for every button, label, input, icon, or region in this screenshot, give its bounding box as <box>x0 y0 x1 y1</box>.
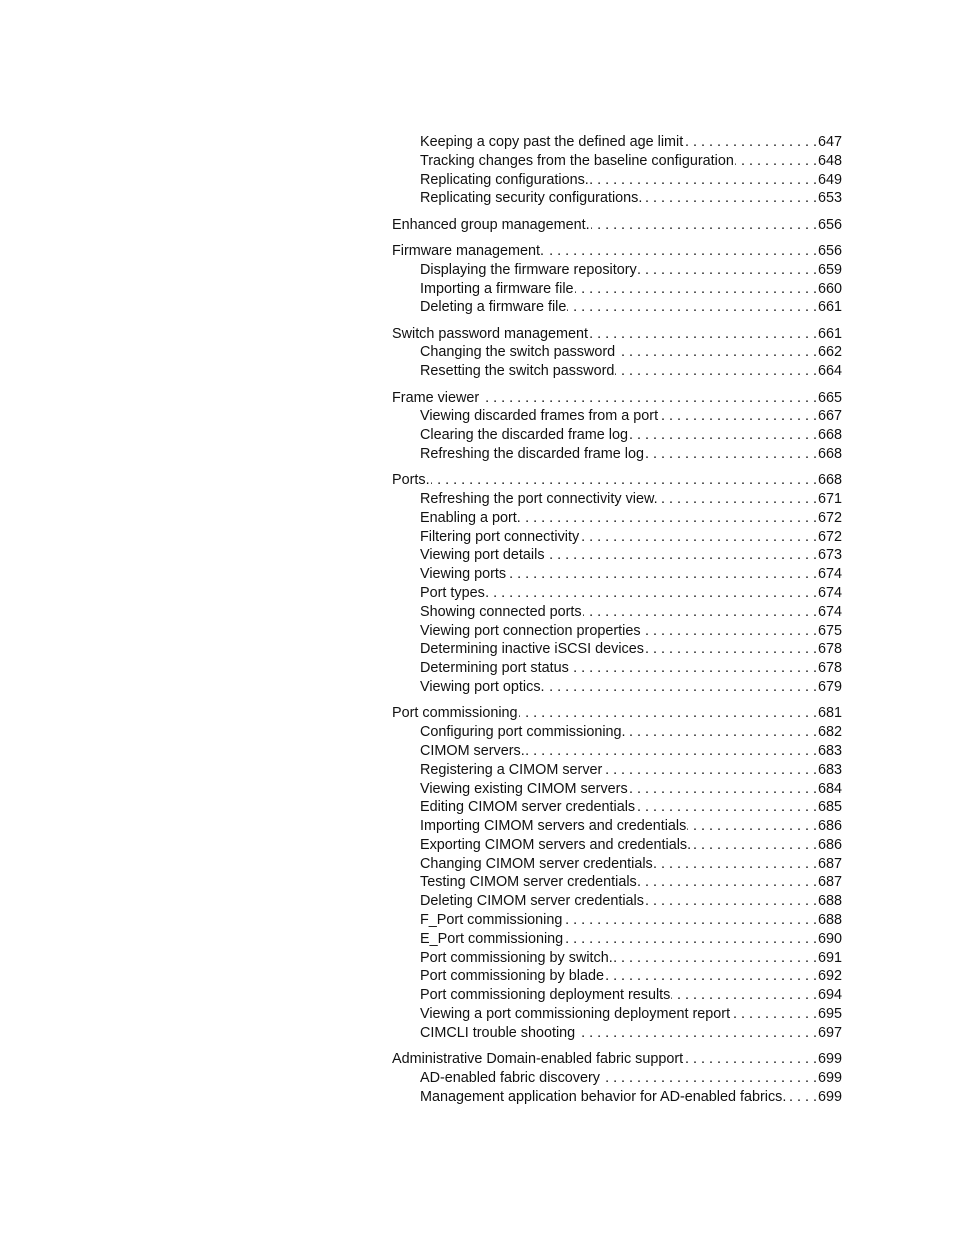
toc-entry-page-number: 649 <box>817 171 842 188</box>
dot-leader <box>616 343 817 362</box>
toc-entry-page-number: 668 <box>817 472 842 489</box>
toc-entry-page-number: 668 <box>817 427 842 444</box>
dot-leader <box>601 1069 817 1088</box>
toc-entry-title: Keeping a copy past the defined age limit <box>420 134 684 150</box>
toc-entry-page-number: 690 <box>817 930 842 947</box>
dot-leader <box>684 1050 817 1069</box>
toc-subentry[interactable] <box>392 817 842 836</box>
toc-entry-page-number: 699 <box>817 1069 842 1086</box>
dot-leader <box>567 298 817 317</box>
toc-entry-page-number: 684 <box>817 780 842 797</box>
toc-subentry[interactable] <box>392 546 842 565</box>
toc-entry-page-number: 672 <box>817 509 842 526</box>
toc-entry-title: Viewing port optics. <box>420 679 545 696</box>
toc-section <box>392 471 842 697</box>
toc-subentry[interactable] <box>392 836 842 855</box>
toc-subentry[interactable] <box>392 742 842 761</box>
toc-entry[interactable] <box>392 704 842 723</box>
toc-entry[interactable] <box>392 325 842 344</box>
toc-entry-title: Filtering port connectivity <box>420 528 580 545</box>
dot-leader <box>731 1005 817 1024</box>
toc-section <box>392 242 842 317</box>
dot-leader <box>546 546 817 565</box>
toc-entry-page-number: 699 <box>817 1051 842 1068</box>
dot-leader <box>645 445 817 464</box>
dot-leader <box>638 261 817 280</box>
dot-leader <box>627 723 817 742</box>
toc-entry-title: Replicating configurations. <box>420 171 589 188</box>
toc-entry-title: CIMOM servers. <box>420 742 525 759</box>
toc-subentry[interactable] <box>392 659 842 678</box>
dot-leader <box>519 704 817 723</box>
dot-leader <box>638 873 817 892</box>
dot-leader <box>563 911 817 930</box>
toc-entry-page-number: 678 <box>817 660 842 677</box>
toc-entry-page-number: 694 <box>817 987 842 1004</box>
dot-leader <box>580 528 817 547</box>
toc-subentry[interactable] <box>392 723 842 742</box>
toc-entry-page-number: 686 <box>817 818 842 835</box>
toc-subentry[interactable] <box>392 930 842 949</box>
toc-entry-page-number: 679 <box>817 679 842 696</box>
toc-entry-title: Resetting the switch password <box>420 363 615 380</box>
dot-leader <box>545 242 817 261</box>
toc-subentry[interactable] <box>392 1088 842 1107</box>
toc-entry[interactable] <box>392 471 842 490</box>
toc-subentry[interactable] <box>392 949 842 968</box>
toc-entry-title: Registering a CIMOM server <box>420 761 603 778</box>
toc-entry[interactable] <box>392 216 842 235</box>
toc-subentry[interactable] <box>392 761 842 780</box>
toc-entry-title: Viewing a port commissioning deployment report <box>420 1006 731 1023</box>
dot-leader <box>507 565 817 584</box>
dot-leader <box>522 509 817 528</box>
dot-leader <box>645 892 817 911</box>
toc-entry-title: Port commissioning <box>392 705 518 722</box>
toc-entry-title: Deleting CIMOM server credentials <box>420 893 644 910</box>
toc-entry-page-number: 691 <box>817 949 842 966</box>
toc-entry-page-number: 674 <box>817 603 842 620</box>
toc-entry-page-number: 660 <box>817 280 842 297</box>
toc-subentry[interactable] <box>392 261 842 280</box>
toc-entry-page-number: 662 <box>817 344 842 361</box>
toc-section <box>392 216 842 235</box>
toc-entry-page-number: 653 <box>817 190 842 207</box>
toc-subentry[interactable] <box>392 873 842 892</box>
dot-leader <box>645 640 817 659</box>
dot-leader <box>643 189 817 208</box>
toc-subentry[interactable] <box>392 528 842 547</box>
toc-entry-title: Displaying the firmware repository <box>420 261 637 278</box>
toc-subentry[interactable] <box>392 189 842 208</box>
toc-entry-title: Viewing ports <box>420 566 507 583</box>
dot-leader <box>684 133 817 152</box>
dot-leader <box>576 1024 817 1043</box>
toc-section <box>392 389 842 464</box>
toc-subentry[interactable] <box>392 280 842 299</box>
toc-subentry[interactable] <box>392 490 842 509</box>
toc-entry-title: Determining port status <box>420 660 569 677</box>
dot-leader <box>546 678 817 697</box>
toc-subentry[interactable] <box>392 1024 842 1043</box>
dot-leader <box>629 426 817 445</box>
toc-entry-page-number: 656 <box>817 216 842 233</box>
dot-leader <box>431 471 817 490</box>
dot-leader <box>614 949 817 968</box>
toc-entry-title: Refreshing the port connectivity view. <box>420 491 658 508</box>
dot-leader <box>787 1088 817 1107</box>
toc-subentry[interactable] <box>392 986 842 1005</box>
toc-entry-title: Importing CIMOM servers and credentials <box>420 818 687 835</box>
dot-leader <box>654 855 817 874</box>
toc-entry-title: Changing the switch password <box>420 344 616 361</box>
dot-leader <box>659 407 817 426</box>
toc-entry-page-number: 687 <box>817 874 842 891</box>
toc-entry-page-number: 668 <box>817 445 842 462</box>
toc-entry-page-number: 665 <box>817 389 842 406</box>
toc-subentry[interactable] <box>392 133 842 152</box>
dot-leader <box>575 280 817 299</box>
dot-leader <box>603 761 817 780</box>
toc-entry-page-number: 664 <box>817 363 842 380</box>
toc-entry-title: Replicating security configurations. <box>420 190 643 207</box>
toc-subentry[interactable] <box>392 911 842 930</box>
toc-subentry[interactable] <box>392 565 842 584</box>
toc-entry-title: Deleting a firmware file <box>420 299 567 316</box>
toc-entry-page-number: 695 <box>817 1006 842 1023</box>
toc-entry[interactable] <box>392 389 842 408</box>
toc-entry-title: Port types <box>420 585 485 602</box>
toc-entry-title: Enhanced group management. <box>392 216 590 233</box>
toc-section <box>392 325 842 381</box>
toc-entry-title: Clearing the discarded frame log <box>420 427 628 444</box>
toc-entry-title: Frame viewer <box>392 389 480 406</box>
dot-leader <box>615 362 817 381</box>
dot-leader <box>642 622 817 641</box>
toc-subentry[interactable] <box>392 798 842 817</box>
toc-entry-title: Testing CIMOM server credentials <box>420 874 637 891</box>
toc-entry-title: Viewing port details <box>420 547 545 564</box>
toc-entry-title: Port commissioning by switch. <box>420 949 613 966</box>
dot-leader <box>590 171 817 190</box>
dot-leader <box>486 584 817 603</box>
toc-entry-title: AD-enabled fabric discovery <box>420 1069 600 1086</box>
dot-leader <box>629 780 817 799</box>
toc-entry-page-number: 656 <box>817 242 842 259</box>
toc-section <box>392 1050 842 1106</box>
toc-subentry[interactable] <box>392 622 842 641</box>
toc-section <box>392 133 842 208</box>
toc-subentry[interactable] <box>392 855 842 874</box>
toc-entry-title: Configuring port commissioning. <box>420 724 626 741</box>
toc-entry-title: Port commissioning by blade <box>420 968 604 985</box>
toc-entry-page-number: 659 <box>817 261 842 278</box>
toc-entry-page-number: 673 <box>817 547 842 564</box>
dot-leader <box>659 490 817 509</box>
toc-entry-title: Enabling a port. <box>420 509 521 526</box>
dot-leader <box>591 216 817 235</box>
dot-leader <box>526 742 817 761</box>
toc-entry-title: Administrative Domain-enabled fabric support <box>392 1051 684 1068</box>
toc-subentry[interactable] <box>392 407 842 426</box>
toc-entry-page-number: 661 <box>817 325 842 342</box>
toc-subentry[interactable] <box>392 1005 842 1024</box>
dot-leader <box>605 967 817 986</box>
toc-subentry[interactable] <box>392 640 842 659</box>
dot-leader <box>671 986 817 1005</box>
toc-subentry[interactable] <box>392 603 842 622</box>
toc-entry-page-number: 697 <box>817 1024 842 1041</box>
toc-subentry[interactable] <box>392 678 842 697</box>
toc-entry-page-number: 671 <box>817 491 842 508</box>
toc-entry-title: Exporting CIMOM servers and credentials. <box>420 836 692 853</box>
toc-subentry[interactable] <box>392 445 842 464</box>
dot-leader <box>735 152 817 171</box>
toc-entry-title: Changing CIMOM server credentials <box>420 855 653 872</box>
dot-leader <box>480 389 817 408</box>
toc-entry-page-number: 683 <box>817 742 842 759</box>
toc-subentry[interactable] <box>392 298 842 317</box>
toc-subentry[interactable] <box>392 152 842 171</box>
toc-entry-page-number: 692 <box>817 968 842 985</box>
dot-leader <box>589 325 817 344</box>
toc-entry[interactable] <box>392 242 842 261</box>
toc-entry-page-number: 661 <box>817 299 842 316</box>
dot-leader <box>636 798 817 817</box>
toc-entry-page-number: 688 <box>817 912 842 929</box>
toc-subentry[interactable] <box>392 780 842 799</box>
toc-subentry[interactable] <box>392 362 842 381</box>
toc-entry-page-number: 678 <box>817 641 842 658</box>
toc-entry-title: Importing a firmware file <box>420 280 574 297</box>
toc-entry-title: Firmware management. <box>392 242 544 259</box>
toc-entry-title: Switch password management <box>392 325 588 342</box>
toc-entry-page-number: 681 <box>817 705 842 722</box>
toc-entry-title: Refreshing the discarded frame log <box>420 445 644 462</box>
toc-entry-page-number: 674 <box>817 566 842 583</box>
toc-entry-page-number: 647 <box>817 134 842 150</box>
toc-entry-title: Showing connected ports <box>420 603 582 620</box>
toc-entry-title: F_Port commissioning <box>420 912 563 929</box>
toc-entry[interactable] <box>392 1050 842 1069</box>
toc-entry-page-number: 687 <box>817 855 842 872</box>
dot-leader <box>570 659 817 678</box>
toc-entry-title: Ports. <box>392 472 430 489</box>
toc-subentry[interactable] <box>392 343 842 362</box>
dot-leader <box>583 603 817 622</box>
toc-entry-page-number: 648 <box>817 152 842 169</box>
toc-entry-title: Viewing discarded frames from a port <box>420 408 659 425</box>
toc-entry-page-number: 683 <box>817 761 842 778</box>
toc-entry-page-number: 685 <box>817 799 842 816</box>
toc-subentry[interactable] <box>392 171 842 190</box>
toc-entry-page-number: 686 <box>817 836 842 853</box>
dot-leader <box>692 836 817 855</box>
toc-entry-title: Management application behavior for AD-enabled fabrics. <box>420 1088 787 1105</box>
toc-entry-title: Editing CIMOM server credentials <box>420 799 636 816</box>
toc-entry-title: Viewing port connection properties <box>420 622 641 639</box>
toc-entry-title: E_Port commissioning <box>420 930 564 947</box>
toc-entry-title: Viewing existing CIMOM servers <box>420 780 628 797</box>
toc-subentry[interactable] <box>392 892 842 911</box>
toc-section <box>392 704 842 1042</box>
toc-subentry[interactable] <box>392 1069 842 1088</box>
toc-entry-title: Port commissioning deployment results <box>420 987 671 1004</box>
dot-leader <box>564 930 817 949</box>
toc-entry-title: Determining inactive iSCSI devices <box>420 641 644 658</box>
toc-entry-page-number: 682 <box>817 724 842 741</box>
toc-subentry[interactable] <box>392 584 842 603</box>
toc-entry-page-number: 675 <box>817 622 842 639</box>
toc-subentry[interactable] <box>392 509 842 528</box>
toc-entry-title: Tracking changes from the baseline configuration <box>420 152 734 169</box>
toc-entry-page-number: 667 <box>817 408 842 425</box>
toc-entry-page-number: 672 <box>817 528 842 545</box>
dot-leader <box>687 817 817 836</box>
toc-entry-page-number: 674 <box>817 585 842 602</box>
table-of-contents <box>392 133 842 1114</box>
toc-entry-title: CIMCLI trouble shooting <box>420 1024 576 1041</box>
toc-entry-page-number: 688 <box>817 893 842 910</box>
toc-subentry[interactable] <box>392 426 842 445</box>
toc-subentry[interactable] <box>392 967 842 986</box>
toc-entry-page-number: 699 <box>817 1088 842 1105</box>
